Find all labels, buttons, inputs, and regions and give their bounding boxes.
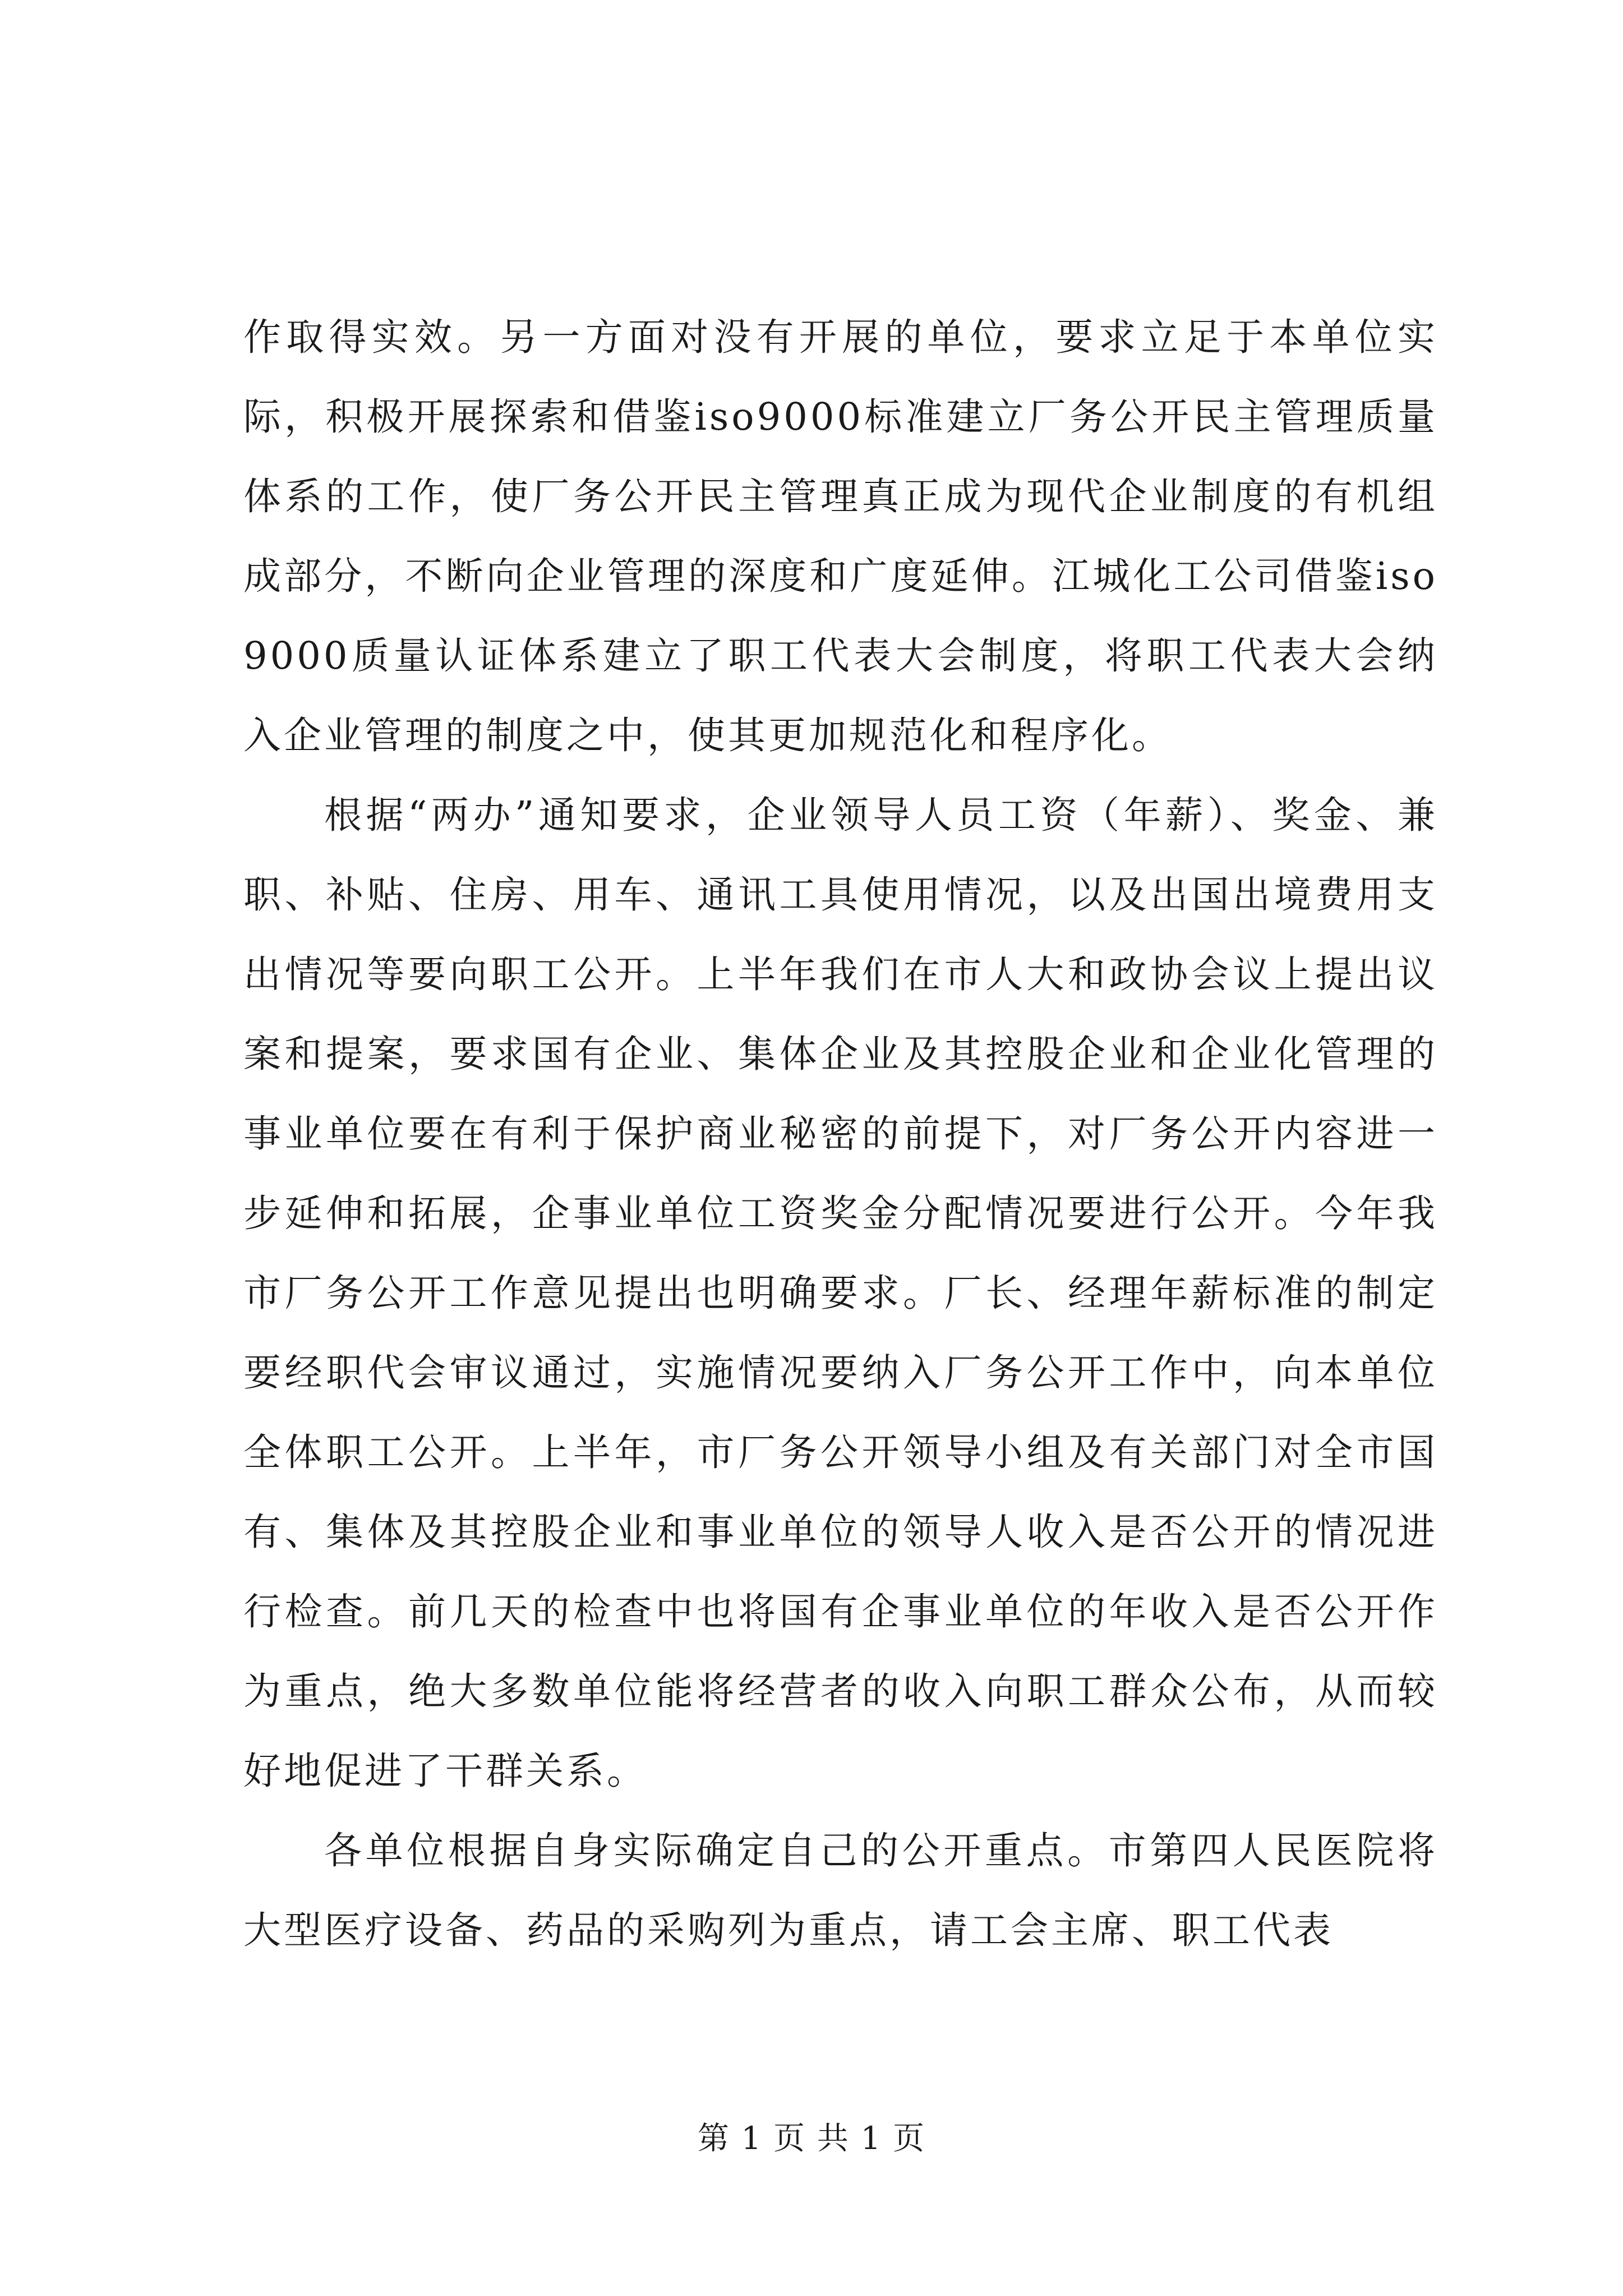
paragraph-1: 作取得实效。另一方面对没有开展的单位，要求立足于本单位实际，积极开展探索和借鉴iso9000标准建立厂务公开民主管理质量体系的工作，使厂务公开民主管理真正成为现代企业制度的有机组成部分，不断向企业管理的深度和广度延伸。江城化工公司借鉴iso9000质量认证体系建立了职工代表大会制度，将职工代表大会纳入企业管理的制度之中，使其更加规范化和程序化。 [243, 315, 1438, 757]
paragraph-3: 各单位根据自身实际确定自己的公开重点。市第四人民医院将大型医疗设备、药品的采购列为重点，请工会主席、职工代表 [243, 1829, 1438, 1952]
paragraph-2: 根据“两办”通知要求，企业领导人员工资（年薪）、奖金、兼职、补贴、住房、用车、通讯工具使用情况，以及出国出境费用支出情况等要向职工公开。上半年我们在市人大和政协会议上提出议案和提案，要求国有企业、集体企业及其控股企业和企业化管理的事业单位要在有利于保护商业秘密的前提下，对厂务公开内容进一步延伸和拓展，企事业单位工资奖金分配情况要进行公开。今年我市厂务公开工作意见提出也明确要求。厂长、经理年薪标准的制定要经职代会审议通过，实施情况要纳入厂务公开工作中，向本单位全体职工公开。上半年，市厂务公开领导小组及有关部门对全市国有、集体及其控股企业和事业单位的领导人收入是否公开的情况进行检查。前几天的检查中也将国有企事业单位的年收入是否公开作为重点，绝大多数单位能将经营者的收入向职工群众公布，从而较好地促进了干群关系。 [243, 793, 1438, 1793]
page-footer: 第 1 页 共 1 页 [697, 2120, 926, 2157]
document-body [243, 297, 1438, 1970]
